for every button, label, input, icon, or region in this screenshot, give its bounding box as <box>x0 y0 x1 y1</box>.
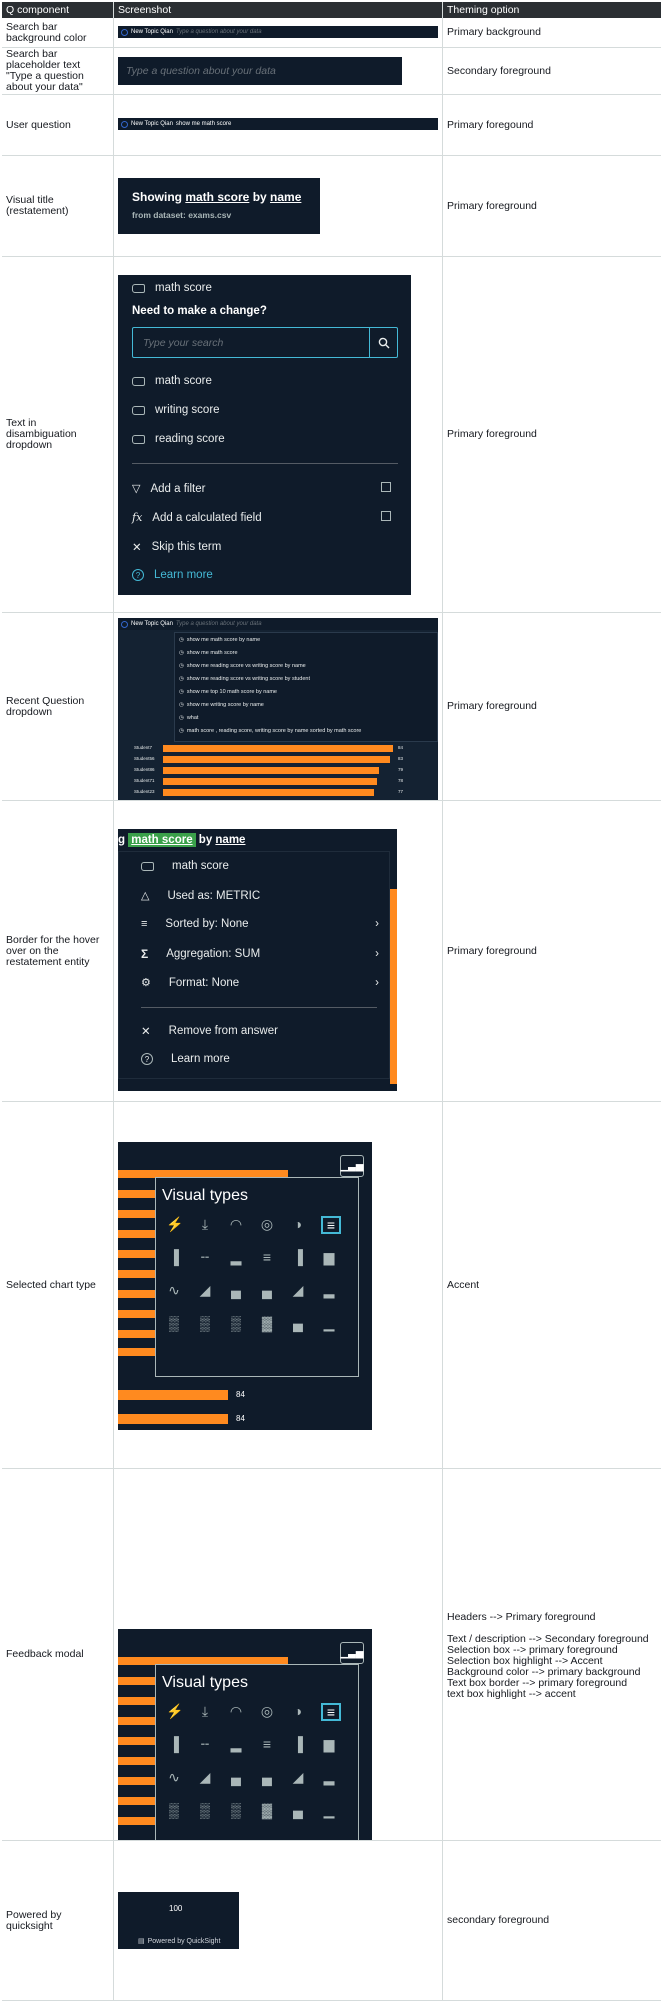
option-item[interactable] <box>132 433 225 445</box>
menu-label: math score <box>172 860 229 872</box>
visual-type-icon[interactable]: ≡ <box>321 1703 341 1721</box>
visual-type-icon[interactable]: ▒ <box>200 1315 210 1331</box>
gear-icon: ⚙ <box>141 977 151 989</box>
option-label: math score <box>155 375 212 387</box>
bar-category-label: Student23 <box>134 789 155 794</box>
menu-label: Aggregation: SUM <box>166 948 261 960</box>
bar <box>118 1757 158 1765</box>
bar <box>163 745 393 752</box>
bar-chart <box>118 742 438 800</box>
bar-value: 77 <box>398 789 404 794</box>
visual-type-icon[interactable]: ▐ <box>293 1249 303 1265</box>
skip-term-item[interactable] <box>132 540 221 554</box>
bar-category-label: Student56 <box>134 756 155 761</box>
theming-cell: secondary foreground <box>447 1914 550 1926</box>
bar-value: 79 <box>398 767 404 772</box>
table-row <box>2 156 661 257</box>
theming-cell: Primary foregound <box>447 118 534 131</box>
metric-entity[interactable]: math score <box>185 190 250 204</box>
bar-category-label: Student71 <box>134 778 155 783</box>
visual-type-icon[interactable]: ▂ <box>323 1282 335 1298</box>
search-box[interactable] <box>132 327 398 358</box>
visual-title <box>132 190 306 204</box>
field-tag-icon <box>132 284 145 293</box>
visual-type-icon[interactable]: ╌ <box>200 1249 210 1265</box>
visual-type-icon[interactable]: ≡ <box>262 1736 272 1752</box>
visual-type-icon[interactable]: ◠ <box>229 1703 243 1719</box>
recent-question-item[interactable] <box>179 676 310 682</box>
theming-cell <box>443 1469 661 1840</box>
visual-type-icon[interactable]: ▂ <box>230 1249 242 1265</box>
field-tag-icon <box>141 862 154 871</box>
bar <box>118 1697 158 1705</box>
visual-types-popover <box>155 1664 359 1840</box>
dimension-entity[interactable]: name <box>270 190 302 204</box>
visual-type-icon[interactable]: ⤓ <box>201 1703 209 1719</box>
filter-icon: ▽ <box>132 483 141 495</box>
learn-more-link[interactable] <box>132 569 213 581</box>
q-icon <box>121 29 128 36</box>
bar-category-label: Student86 <box>134 767 155 772</box>
search-icon[interactable] <box>369 328 397 357</box>
fx-icon: fx <box>132 511 143 524</box>
clock-icon: ◷ <box>179 676 184 682</box>
component-cell: Feedback modal <box>2 1469 114 1840</box>
topic-label: New Topic Qian <box>131 29 173 35</box>
visual-type-icon[interactable]: ▁ <box>323 1315 335 1331</box>
recent-question-item[interactable] <box>179 689 277 695</box>
recent-question-item[interactable] <box>179 728 361 734</box>
bar <box>118 1330 158 1338</box>
q-icon <box>121 121 128 128</box>
table-row <box>2 48 661 95</box>
bar-value: 78 <box>398 778 404 783</box>
visual-type-icon[interactable]: ◢ <box>292 1769 304 1785</box>
action-label: Add a calculated field <box>152 511 262 524</box>
bar-value: 84 <box>236 1390 245 1399</box>
search-placeholder: Type a question about your data <box>175 621 262 627</box>
add-filter-item[interactable] <box>132 482 205 495</box>
search-input[interactable] <box>118 57 402 85</box>
recent-question-item[interactable] <box>179 637 260 643</box>
screenshot-cell <box>114 1469 443 1840</box>
q-icon <box>121 621 128 628</box>
title-by: by <box>249 190 271 204</box>
recent-question-item[interactable] <box>179 663 306 669</box>
recent-question-label: show me math score <box>186 650 238 656</box>
add-calculated-field-item[interactable] <box>132 511 262 524</box>
visual-type-icon[interactable]: ▂ <box>323 1769 335 1785</box>
clock-icon: ◷ <box>179 663 184 669</box>
visual-type-icon[interactable]: ▒ <box>231 1315 241 1331</box>
search-bar[interactable] <box>118 26 438 38</box>
menu-label: Used as: METRIC <box>167 889 261 902</box>
recent-question-label: show me top 10 math score by name <box>186 689 277 695</box>
screenshot-cell <box>114 156 443 256</box>
component-cell: Recent Question dropdown <box>2 613 114 800</box>
theming-table <box>2 2 661 2001</box>
clock-icon: ◷ <box>179 689 184 695</box>
theming-cell: Primary foreground <box>447 700 537 712</box>
bar <box>163 756 390 763</box>
recent-panel <box>118 618 438 800</box>
close-icon: ✕ <box>132 542 142 554</box>
quicksight-icon: ▤ <box>138 1938 145 1945</box>
bar <box>118 1677 158 1685</box>
selected-field <box>132 282 212 294</box>
theming-cell: Accent <box>447 1278 480 1291</box>
chevron-right-icon: › <box>375 918 379 930</box>
title-prefix: g <box>118 834 129 846</box>
help-icon: ? <box>132 569 144 581</box>
bar <box>118 1290 158 1298</box>
visual-type-icon[interactable]: ▁ <box>323 1802 335 1818</box>
visual-type-icon[interactable]: ▐ <box>169 1736 179 1752</box>
bar-value: 84 <box>236 1414 245 1423</box>
feedback-panel <box>118 1629 372 1840</box>
sigma-icon: Σ <box>141 947 149 961</box>
powered-by[interactable] <box>138 1937 220 1945</box>
chart-type-button[interactable] <box>340 1155 364 1177</box>
table-row <box>2 18 661 48</box>
title-prefix: Showing <box>132 190 186 204</box>
screenshot-cell <box>114 613 443 800</box>
sort-icon: ≡ <box>141 918 148 930</box>
visual-type-icon[interactable]: ▐ <box>293 1736 303 1752</box>
table-row <box>2 257 661 613</box>
table-row <box>2 95 661 156</box>
clock-icon: ◷ <box>179 728 184 734</box>
format-item[interactable] <box>141 976 379 989</box>
visual-type-icon[interactable]: ▒ <box>200 1802 210 1818</box>
visual-type-icon[interactable]: ◎ <box>260 1216 274 1232</box>
recent-question-item[interactable] <box>179 650 238 656</box>
visual-type-icon[interactable]: ≡ <box>262 1249 272 1265</box>
recent-question-item[interactable] <box>179 715 198 721</box>
component-cell: Text in disambiguation dropdown <box>2 257 114 612</box>
question-text: show me math score <box>175 121 232 127</box>
entity-menu <box>118 851 390 1079</box>
header-component: Q component <box>2 2 114 18</box>
table-row <box>2 1841 661 2001</box>
aggregation-item[interactable] <box>141 947 379 961</box>
table-row <box>2 1469 661 1841</box>
remove-item[interactable] <box>141 1024 278 1038</box>
theming-cell: Primary foreground <box>447 428 537 440</box>
screenshot-cell <box>114 257 443 612</box>
visual-type-icon[interactable]: ▓ <box>261 1802 273 1818</box>
bar <box>118 1414 228 1424</box>
menu-label: Remove from answer <box>168 1025 278 1037</box>
component-cell: Selected chart type <box>2 1102 114 1468</box>
visual-type-icon[interactable]: ⤓ <box>201 1216 209 1232</box>
theming-cell: Primary foreground <box>447 199 537 212</box>
visual-type-icon[interactable]: ▄ <box>231 1282 241 1298</box>
dimension-entity[interactable]: name <box>215 834 246 846</box>
table-row <box>2 613 661 801</box>
menu-label: Sorted by: None <box>165 918 249 930</box>
chevron-right-icon: › <box>375 948 379 960</box>
visual-type-icon[interactable]: ◑ <box>293 1703 303 1719</box>
shapes-icon: △ <box>141 890 150 902</box>
bar <box>118 1777 158 1785</box>
recent-question-label: what <box>186 715 199 721</box>
visual-title-panel <box>118 178 320 234</box>
restatement-title <box>118 834 245 846</box>
learn-more-item[interactable] <box>141 1053 230 1065</box>
field-label: math score <box>155 282 212 294</box>
visual-type-icon[interactable]: ▒ <box>231 1802 241 1818</box>
recent-question-label: show me math score by name <box>186 637 261 643</box>
bar <box>163 767 379 774</box>
header-screenshot: Screenshot <box>114 2 443 18</box>
visual-type-icon[interactable]: ▆ <box>323 1736 335 1752</box>
divider <box>132 463 398 464</box>
powered-panel <box>118 1892 239 1949</box>
screenshot-cell <box>114 95 443 155</box>
field-tag-icon <box>132 406 145 415</box>
table-header <box>2 2 661 18</box>
visual-type-icon[interactable]: ◎ <box>260 1703 274 1719</box>
powered-by-text: Powered by QuickSight <box>147 1937 221 1945</box>
visual-type-icon[interactable]: ▄ <box>293 1802 303 1818</box>
bar <box>118 1797 158 1805</box>
bar-chart-icon: ▁▃▅ <box>340 1647 364 1659</box>
clock-icon: ◷ <box>179 637 184 643</box>
option-item[interactable] <box>132 375 212 387</box>
visual-type-icon[interactable]: ⚡ <box>166 1216 184 1232</box>
chevron-right-icon: › <box>375 976 379 989</box>
help-icon: ? <box>141 1053 153 1065</box>
visual-type-icon[interactable]: ⚡ <box>166 1703 184 1719</box>
chart-type-panel <box>118 1142 372 1430</box>
option-label: reading score <box>155 433 225 445</box>
dataset-label: from dataset: exams.csv <box>132 210 232 220</box>
component-cell: User question <box>2 95 114 155</box>
metric-entity-highlight[interactable]: math score <box>128 833 195 847</box>
bar <box>163 778 377 785</box>
clock-icon: ◷ <box>179 702 184 708</box>
bar <box>118 1737 158 1745</box>
used-as-item[interactable] <box>141 889 260 902</box>
field-tag-icon <box>132 377 145 386</box>
visual-type-icon[interactable]: ▄ <box>262 1769 272 1785</box>
dropdown-heading: Need to make a change? <box>132 305 267 317</box>
bar <box>118 1717 158 1725</box>
component-cell: Visual title (restatement) <box>2 156 114 256</box>
option-item[interactable] <box>132 404 220 416</box>
visual-type-icon[interactable]: ◢ <box>199 1282 211 1298</box>
recent-question-label: show me reading score vs writing score by name <box>186 663 306 669</box>
header-theming: Theming option <box>447 3 520 16</box>
search-placeholder: Type a question about your data <box>175 29 262 35</box>
popover-title: Visual types <box>162 1187 248 1204</box>
menu-field <box>141 860 229 872</box>
clock-icon: ◷ <box>179 715 184 721</box>
bar <box>118 1210 158 1218</box>
screenshot-cell <box>114 1102 443 1468</box>
bar-chart-icon: ▁▃▅ <box>340 1160 364 1172</box>
theming-cell: Secondary foreground <box>447 64 551 77</box>
sorted-by-item[interactable] <box>141 918 379 930</box>
divider <box>141 1007 377 1008</box>
screenshot-cell <box>114 48 443 94</box>
option-label: writing score <box>155 404 220 416</box>
bar <box>118 1230 158 1238</box>
visual-type-icon[interactable]: ◢ <box>292 1282 304 1298</box>
theming-notes: Headers --> Primary foreground Text / description --> Secondary foreground Selection box --> primary foreground Selection box highlight --> Accent Background color --> primary background Text box border --> primary foreground text box highlight --> accent <box>447 1611 649 1700</box>
visual-type-icon[interactable]: ▐ <box>169 1249 179 1265</box>
clock-icon: ◷ <box>179 650 184 656</box>
bar <box>118 1270 158 1278</box>
visual-type-icon[interactable]: ◢ <box>199 1769 211 1785</box>
visual-type-icon[interactable]: ◑ <box>293 1216 303 1232</box>
visual-type-icon[interactable]: ∿ <box>168 1769 180 1785</box>
screenshot-cell <box>114 18 443 47</box>
bar-value: 100 <box>169 1904 183 1913</box>
theming-cell: Primary foreground <box>447 944 537 957</box>
component-cell: Search bar placeholder text "Type a question about your data" <box>2 48 114 94</box>
visual-type-icon[interactable]: ▓ <box>261 1315 273 1331</box>
topic-label: New Topic Qian <box>131 121 173 127</box>
bar <box>118 1348 158 1356</box>
screenshot-cell <box>114 1841 443 2000</box>
recent-question-dropdown <box>174 632 438 742</box>
external-link-icon <box>381 482 391 492</box>
bar <box>118 1390 228 1400</box>
popover-title: Visual types <box>162 1674 248 1691</box>
bar-category-label: Student7 <box>134 745 153 750</box>
visual-type-icon[interactable]: ∿ <box>168 1282 180 1298</box>
hover-menu-panel <box>118 829 397 1091</box>
visual-type-icon[interactable]: ▆ <box>323 1249 335 1265</box>
recent-question-label: show me writing score by name <box>186 702 264 708</box>
table-row <box>2 1102 661 1469</box>
bar-value: 83 <box>398 756 404 761</box>
visual-type-icon[interactable]: ◠ <box>229 1216 243 1232</box>
external-link-icon <box>381 511 391 521</box>
component-cell: Border for the hover over on the restatement entity <box>2 801 114 1101</box>
visual-type-icon[interactable]: ▄ <box>293 1315 303 1331</box>
field-tag-icon <box>132 435 145 444</box>
visual-type-icon[interactable]: ▂ <box>230 1736 242 1752</box>
search-bar[interactable] <box>118 618 438 630</box>
recent-question-label: math score , reading score, writing score by name sorted by math score <box>186 728 362 734</box>
component-cell: Powered by quicksight <box>2 1841 114 2000</box>
visual-type-icon[interactable]: ▄ <box>262 1282 272 1298</box>
recent-question-label: show me reading score vs writing score by student <box>186 676 311 682</box>
topic-label: New Topic Qian <box>131 621 173 627</box>
bar <box>118 1310 158 1318</box>
title-by: by <box>195 834 216 846</box>
placeholder-text: Type a question about your data <box>126 65 276 77</box>
action-label: Skip this term <box>151 541 222 553</box>
theming-cell: Primary background <box>447 26 541 38</box>
visual-type-icon[interactable]: ▒ <box>169 1802 179 1818</box>
visual-types-popover <box>155 1177 359 1377</box>
recent-question-item[interactable] <box>179 702 264 708</box>
component-cell: Search bar background color <box>2 18 114 47</box>
learn-label: Learn more <box>154 569 213 581</box>
bar-edge <box>390 889 397 1084</box>
search-placeholder: Type your search <box>143 336 224 349</box>
table-row <box>2 801 661 1102</box>
visual-type-icon[interactable]: ≡ <box>321 1216 341 1234</box>
visual-type-icon[interactable]: ╌ <box>200 1736 210 1752</box>
visual-type-icon[interactable]: ▄ <box>231 1769 241 1785</box>
menu-label: Format: None <box>168 976 240 989</box>
screenshot-cell <box>114 801 443 1101</box>
menu-label: Learn more <box>171 1053 230 1065</box>
bar <box>163 789 374 796</box>
bar <box>118 1817 158 1825</box>
visual-type-icon[interactable]: ▒ <box>169 1315 179 1331</box>
close-icon: ✕ <box>141 1026 151 1038</box>
bar-value: 84 <box>398 745 404 750</box>
chart-type-button[interactable] <box>340 1642 364 1664</box>
question-bar[interactable] <box>118 118 438 130</box>
disambiguation-dropdown <box>118 275 411 595</box>
action-label: Add a filter <box>150 482 206 495</box>
bar <box>118 1250 158 1258</box>
